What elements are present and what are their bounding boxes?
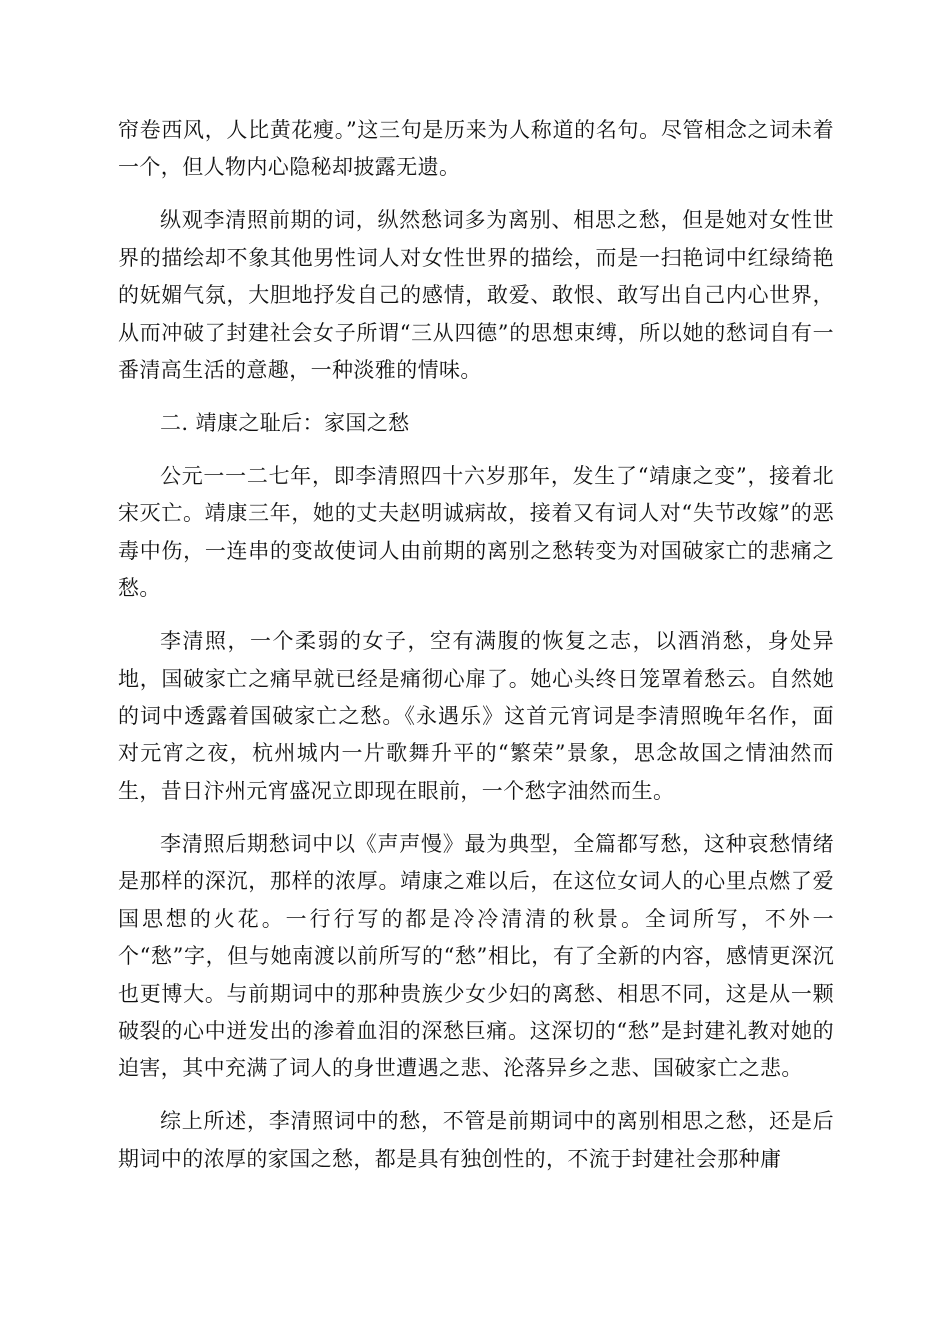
paragraph-conclusion: 综上所述，李清照词中的愁，不管是前期词中的离别相思之愁，还是后期词中的浓厚的家国之愁，都是具有独创性的，不流于封建社会那种庸	[118, 1109, 834, 1171]
document-page	[118, 112, 834, 1194]
section-heading: 二. 靖康之耻后：家国之愁	[160, 411, 410, 436]
paragraph-yongyule: 李清照，一个柔弱的女子，空有满腹的恢复之志，以酒消愁，身处异地，国破家亡之痛早就已经是痛彻心扉了。她心头终日笼罩着愁云。自然她的词中透露着国破家亡之愁。《永遇乐》这首元宵词是李清照晚年名作，面对元宵之夜，杭州城内一片歌舞升平的“繁荣”景象，思念故国之情油然而生，昔日汴州元宵盛况立即现在眼前，一个愁字油然而生。	[118, 629, 834, 803]
paragraph-shengshengman: 李清照后期愁词中以《声声慢》最为典型，全篇都写愁，这种哀愁情绪是那样的深沉，那样的浓厚。靖康之难以后，在这位女词人的心里点燃了爱国思想的火花。一行行写的都是冷冷清清的秋景。全词所写，不外一个“愁”字，但与她南渡以前所写的“愁”相比，有了全新的内容，感情更深沉也更博大。与前期词中的那种贵族少女少妇的离愁、相思不同，这是从一颗破裂的心中迸发出的渗着血泪的深愁巨痛。这深切的“愁”是封建礼教对她的迫害，其中充满了词人的身世遭遇之悲、沦落异乡之悲、国破家亡之悲。	[118, 831, 834, 1081]
paragraph-early-works: 纵观李清照前期的词，纵然愁词多为离别、相思之愁，但是她对女性世界的描绘却不象其他男性词人对女性世界的描绘，而是一扫艳词中红绿绮艳的妩媚气氛，大胆地抒发自己的感情，敢爱、敢恨、敢写出自己内心世界，从而冲破了封建社会女子所谓“三从四德”的思想束缚，所以她的愁词自有一番清高生活的意趣，一种淡雅的情味。	[118, 208, 834, 383]
paragraph-continuation: 帘卷西风，人比黄花瘦。”这三句是历来为人称道的名句。尽管相念之词未着一个，但人物内心隐秘却披露无遗。	[118, 118, 834, 180]
paragraph-jingkang-event: 公元一一二七年，即李清照四十六岁那年，发生了“靖康之变”，接着北宋灭亡。靖康三年，她的丈夫赵明诚病故，接着又有词人对“失节改嫁”的恶毒中伤，一连串的变故使词人由前期的离别之愁转变为对国破家亡的悲痛之愁。	[118, 464, 834, 601]
